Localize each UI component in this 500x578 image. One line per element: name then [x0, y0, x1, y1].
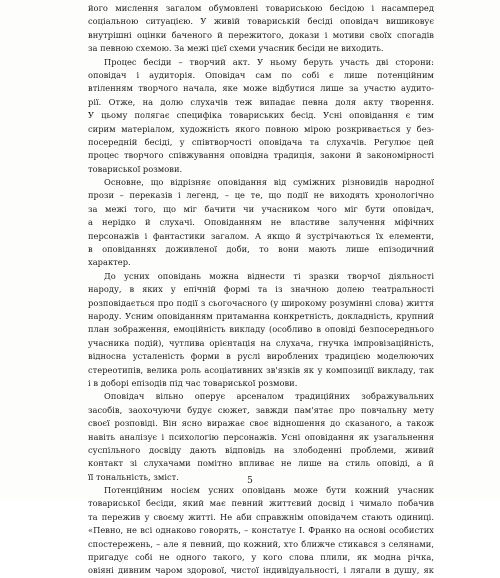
text-line: план зображення, емоційність викладу (особливо в оповіді безпосереднього — [88, 324, 434, 335]
text-line: та пережив у своєму житті. Не аби справжнім оповідачем стають одиниці. — [88, 511, 434, 522]
text-line: товариської бесіди, який має певний життєвий досвід і чимало побачив — [88, 498, 434, 509]
text-line: засобів, заохочуючи будує сюжет, завжди пам'ятає про повчальну мету — [88, 404, 434, 415]
text-line: спостережень, – але я певний, що кожний, хто ближче стикався з селянами, — [88, 538, 434, 549]
text-line: оповідач і аудиторія. Оповідач сам по собі є лише потенційним — [88, 69, 434, 80]
text-line: втіленням творчого начала, яке може відбутися лише за участю аудито- — [88, 83, 434, 94]
text-line: пригадує собі не одного такого, у кого слова плили, як модна річка, — [88, 552, 434, 563]
text-line: характер. — [88, 257, 131, 268]
text-line: і в доборі епізодів під час товариської розмови. — [88, 377, 298, 388]
text-line: посередній бесіді, у співтворчості оповідача та слухачів. Регулює цей — [88, 136, 434, 147]
text-line: її тональність, зміст. — [88, 471, 179, 482]
text-line: овіяні дивним чаром здорової, чистої індивідуальності, і лягали в душу, як — [88, 565, 434, 576]
text-line: Оповідач вільно оперує арсеналом традиційних зображувальних — [104, 391, 434, 402]
text-line: суспільного досвіду дають відповідь на злободенні проблеми, живий — [88, 444, 434, 455]
text-line: навіть аналізує і психологію персонажів. Усні оповідання як узагальнення — [88, 431, 434, 442]
text-line: прози – переказів і легенд, – це те, що події не виходять хронологічно — [88, 190, 434, 201]
text-line: До усних оповідань можна віднести ті зразки творчої діяльності — [104, 270, 434, 281]
text-line: сирим матеріалом, художність якого повною мірою розкривається у без- — [88, 123, 434, 134]
text-line: Потенційним носієм усних оповідань може бути кожний учасник — [104, 485, 434, 496]
text-line: «Певно, не всі однаково говорять, – констатує І. Франко на основі особистих — [88, 525, 434, 536]
text-line: процес творчого співжування оповідна традиція, закони й закономірності — [88, 150, 434, 161]
text-line: рії. Отже, на долю слухачів теж випадає певна доля акту творення. — [88, 96, 434, 107]
text-line: товариської розмови. — [88, 163, 183, 174]
text-line: соціальною ситуацією. У живій товариській бесіді оповідач вишиковує — [88, 16, 434, 27]
text-line: персонажів і фантастики загалом. А якщо й зустрічаються їх елементи, — [88, 230, 434, 241]
text-line: його мислення загалом обумовлені товариською бесідою і насамперед — [88, 3, 434, 13]
text-line: за певною схемою. За межі цієї схеми учасник бесіди не виходить. — [88, 43, 384, 54]
body-text — [88, 2, 434, 578]
text-line: Основне, що відрізняє оповідання від суміжних різновидів народної — [104, 177, 434, 188]
text-line: стереотипів, велика роль асоціативних зв'язків як у композиції викладу, так — [88, 364, 434, 375]
text-line: внутрішні оцінки баченого й пережитого, докази і мотиви своїх спогадів — [88, 29, 434, 40]
text-line: народу. Усним оповіданням притаманна конкретність, докладність, крупний — [88, 310, 434, 321]
text-line: за межі того, що міг бачити чи учасником чого міг бути оповідач, — [88, 203, 434, 214]
text-line: учасника подій), чутлива орієнтація на слухача, гнучка імпровізаційність, — [88, 337, 434, 348]
text-line: своєї розповіді. Він ясно виражає своє відношення до сказаного, а також — [88, 418, 434, 429]
text-line: народу, в яких у епічній формі та із значною долею театральності — [88, 284, 434, 295]
page-number: 5 — [247, 476, 253, 486]
text-line: Процес бесіди – творчий акт. У ньому беруть участь дві сторони: — [104, 56, 434, 67]
text-line: а нерідко й слухачі. Оповіданням не властиве залучення міфічних — [88, 217, 434, 228]
text-line: відносна усталеність форми в руслі вироблених традицією моделюючих — [88, 351, 434, 362]
text-line: розповідається про події з сьогочасного (у широкому розумінні слова) життя — [88, 297, 434, 308]
text-line: в оповіданнях доживленої доби, то вони мають лише епізодичний — [88, 244, 434, 255]
text-line: контакт зі слухачами помітно впливає не лише на стиль оповіді, а й — [88, 458, 434, 469]
text-line: У цьому полягає специфіка товариських бесід. Усні оповідання є тим — [88, 110, 434, 121]
